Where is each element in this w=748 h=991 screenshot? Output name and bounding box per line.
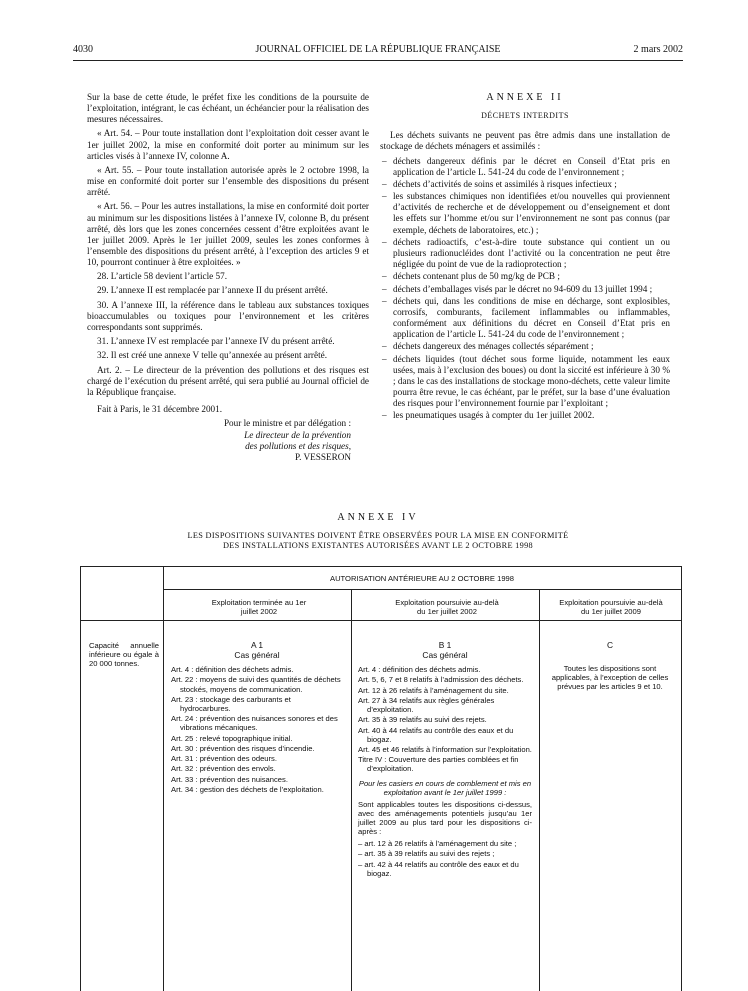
page-header — [73, 44, 683, 58]
annexe-iv-title: ANNEXE IV — [337, 512, 419, 523]
list-item-text: art. 42 à 44 relatifs au contrôle des eaux et du biogaz. — [364, 859, 519, 878]
intro-paragraph: Les déchets suivants ne peuvent pas être admis dans une installation de stockage de déchets ménagers et assimilés : — [380, 130, 670, 152]
list-item: Art. 34 : gestion des déchets de l’exploitation. — [171, 785, 324, 794]
paragraph: 28. L’article 58 devient l’article 57. — [97, 271, 228, 282]
section-title: DÉCHETS INTERDITS — [481, 111, 569, 121]
list-item: Titre IV : Couverture des parties comblées et fin d’exploitation. — [358, 755, 519, 774]
column-a-content — [171, 641, 343, 795]
signatory-name: P. VESSERON — [295, 451, 351, 462]
column-c-text: Toutes les dispositions sont applicables, à l’exception de celles prévues par les articles 9 et 10. — [551, 664, 669, 692]
list-item: Art. 35 à 39 relatifs au suivi des rejets. — [358, 715, 487, 725]
signature-line: Pour le ministre et par délégation : — [223, 418, 351, 429]
subtitle-line: LES DISPOSITIONS SUIVANTES DOIVENT ÊTRE OBSERVÉES POUR LA MISE EN CONFORMITÉ — [187, 531, 569, 540]
column-b-case: Cas général — [422, 650, 468, 661]
list-item-text: art. 12 à 26 relatifs à l’aménagement du site ; — [364, 839, 517, 849]
list-item: Art. 25 : relevé topographique initial. — [171, 733, 293, 743]
paragraph: 32. Il est créé une annexe V telle qu’annexée au présent arrêté. — [97, 350, 328, 361]
list-item-text: art. 35 à 39 relatifs au suivi des rejets ; — [364, 849, 495, 859]
list-item: Art. 12 à 26 relatifs à l’aménagement du site. — [358, 685, 509, 695]
casiers-list — [358, 839, 532, 878]
list-item: Art. 33 : prévention des nuisances. — [171, 774, 288, 784]
left-column — [87, 92, 369, 463]
list-item: Art. 22 : moyens de suivi des quantités de déchets stockés, moyens de communication. — [171, 675, 341, 694]
list-item: – déchets contenant plus de 50 mg/kg de PCB ; — [380, 271, 670, 282]
list-item: – déchets dangereux des ménages collectés séparément ; — [380, 341, 670, 352]
annexe-iv-subtitle — [73, 531, 683, 552]
paragraph: 29. L’annexe II est remplacée par l’annexe II du présent arrêté. — [97, 285, 328, 296]
journal-title: JOURNAL OFFICIEL DE LA RÉPUBLIQUE FRANÇAISE — [255, 44, 501, 55]
subtitle-line: DES INSTALLATIONS EXISTANTES AUTORISÉES AVANT LE 2 OCTOBRE 1998 — [223, 541, 533, 551]
right-column — [380, 92, 670, 423]
signature-line: des pollutions et des risques, — [245, 440, 351, 451]
paragraph: 31. L’annexe IV est remplacée par l’annexe IV du présent arrêté. — [97, 336, 335, 347]
column-c-code: C — [606, 640, 614, 650]
list-item: Art. 4 : définition des déchets admis. — [358, 665, 481, 675]
list-item: – les substances chimiques non identifiées et/ou nouvelles qui proviennent d’activités de recherche et de développement ou d’enseignement et dont les effets sur l’homme et/ou sur l’environnement ne sont pas connus (par exemple, déchets de laboratoires, etc.) ; — [380, 191, 670, 235]
list-item: – déchets d’activités de soins et assimilés à risques infectieux ; — [380, 179, 670, 190]
paragraph: « Art. 56. – Pour les autres installations, la mise en conformité doit porter au minimum sur les dispositions listées à l’annexe IV, colonne B, du présent arrêté, dès lors que les zones concernées cessent d’être exploitées avant le 1er juillet 2009. Après le 1er juillet 2009, seules les zones conformes à l’ensemble des dispositions du présent arrêté, à l’exception des articles 9 et 10, pourront continuer à être exploitées. » — [87, 201, 369, 267]
column-c-header: Exploitation poursuivie au-delà du 1er juillet 2009 — [559, 598, 663, 617]
list-item: – art. 35 à 39 relatifs au suivi des rejets ; — [358, 849, 495, 859]
column-a-code: A 1 — [250, 640, 264, 650]
paragraph: « Art. 55. – Pour toute installation autorisée après le 2 octobre 1998, la mise en conformité doit porter sur l’ensemble des dispositions du présent arrêté. — [87, 164, 369, 198]
table-divider — [81, 620, 681, 621]
column-b-list — [358, 665, 532, 773]
row-label: Capacité annuelle inférieure ou égale à 20 000 tonnes. — [89, 641, 159, 669]
list-item: Art. 4 : définition des déchets admis. — [171, 665, 294, 675]
list-item: Art. 23 : stockage des carburants et hydrocarbures. — [171, 694, 291, 713]
table-divider — [351, 590, 352, 991]
paragraph: « Art. 54. – Pour toute installation dont l’exploitation doit cesser avant le 1er juillet 2002, la mise en conformité doit porter au minimum sur les articles visés à l’annexe IV, colonne A. — [87, 128, 369, 161]
list-item: – déchets dangereux définis par le décret en Conseil d’Etat pris en application de l’article L. 541-24 du code de l’environnement ; — [380, 156, 670, 178]
list-item: Art. 45 et 46 relatifs à l’information sur l’exploitation. — [358, 745, 532, 755]
column-a-list — [171, 665, 343, 794]
list-item: Art. 24 : prévention des nuisances sonores et des vibrations mécaniques. — [171, 714, 338, 733]
list-item: Art. 5, 6, 7 et 8 relatifs à l’admission des déchets. — [358, 675, 524, 685]
signature-block — [87, 418, 369, 463]
list-item: Art. 31 : prévention des odeurs. — [171, 754, 277, 764]
list-item: – déchets d’emballages visés par le décret no 94-609 du 13 juillet 1994 ; — [380, 284, 670, 295]
list-item: Art. 30 : prévention des risques d’incendie. — [171, 743, 315, 753]
column-a-case: Cas général — [234, 650, 280, 661]
paragraph: Sur la base de cette étude, le préfet fixe les conditions de la poursuite de l’exploitation, intégrant, le cas échéant, un échéancier pour la réalisation des mesures nécessaires. — [87, 92, 369, 125]
list-item: Art. 32 : prévention des envols. — [171, 764, 276, 774]
column-a-header: Exploitation terminée au 1er juillet 2002 — [211, 598, 307, 617]
column-b-code: B 1 — [438, 640, 452, 650]
annexe-ii-title: ANNEXE II — [486, 92, 564, 103]
list-item: – déchets qui, dans les conditions de mise en décharge, sont explosibles, corrosifs, comburants, facilement inflammables ou inflammables, conformément aux définitions du décret en Conseil d’Etat pris en application de l’article L. 541-24 du code de l’environnement ; — [380, 296, 670, 340]
list-item: – les pneumatiques usagés à compter du 1er juillet 2002. — [380, 410, 670, 421]
table-divider — [163, 589, 681, 590]
column-b-content — [358, 641, 532, 879]
paragraph: 30. A l’annexe III, la référence dans le tableau aux substances toxiques bioaccumulables ou toxiques pour l’environnement et les critères correspondants sont supprimés. — [87, 299, 369, 332]
list-item: – art. 42 à 44 relatifs au contrôle des eaux et du biogaz. — [358, 859, 519, 878]
paragraph: Art. 2. – Le directeur de la prévention des pollutions et des risques est chargé de l’exécution du présent arrêté, qui sera publié au Journal officiel de la République française. — [87, 364, 369, 397]
table-divider — [163, 567, 164, 991]
page-number: 4030 — [73, 44, 93, 55]
column-b-header: Exploitation poursuivie au-delà du 1er juillet 2002 — [395, 598, 499, 617]
list-item: Art. 40 à 44 relatifs au contrôle des eaux et du biogaz. — [358, 725, 514, 744]
dechets-list — [380, 156, 670, 422]
table-divider — [539, 590, 540, 991]
header-rule — [73, 60, 683, 61]
casiers-title: Pour les casiers en cours de comblement et mis en exploitation avant le 1er juillet 1999 : — [358, 778, 532, 797]
casiers-intro: Sont applicables toutes les dispositions ci-dessus, avec des aménagements potentiels jusqu’au 1er juillet 2009 au plus tard pour les dispositions ci-après : — [358, 799, 532, 836]
column-c-content — [545, 641, 675, 691]
list-item: – déchets liquides (tout déchet sous forme liquide, notamment les eaux usées, mais à l’exclusion des boues) ou dont la siccité est inférieure à 30 % ; dans le cas des installations de stockage mono-déchets, cette valeur limite pourra être revue, le cas échéant, par le préfet, sur la base d’une évaluation des risques pour l’environnement fournie par l’exploitant ; — [380, 354, 670, 409]
paragraph: Fait à Paris, le 31 décembre 2001. — [97, 404, 223, 415]
signature-line: Le directeur de la prévention — [244, 429, 351, 440]
list-item: – art. 12 à 26 relatifs à l’aménagement du site ; — [358, 839, 517, 849]
list-item: Art. 27 à 34 relatifs aux règles générales d’exploitation. — [358, 696, 495, 715]
list-item: – déchets radioactifs, c’est-à-dire toute substance qui contient un ou plusieurs radionucléides dont l’activité ou la concentration ne peut être négligée du point de vue de la radioprotection ; — [380, 237, 670, 270]
conformity-table — [80, 566, 682, 991]
publication-date: 2 mars 2002 — [633, 44, 683, 55]
table-top-header: AUTORISATION ANTÉRIEURE AU 2 OCTOBRE 1998 — [330, 574, 514, 583]
